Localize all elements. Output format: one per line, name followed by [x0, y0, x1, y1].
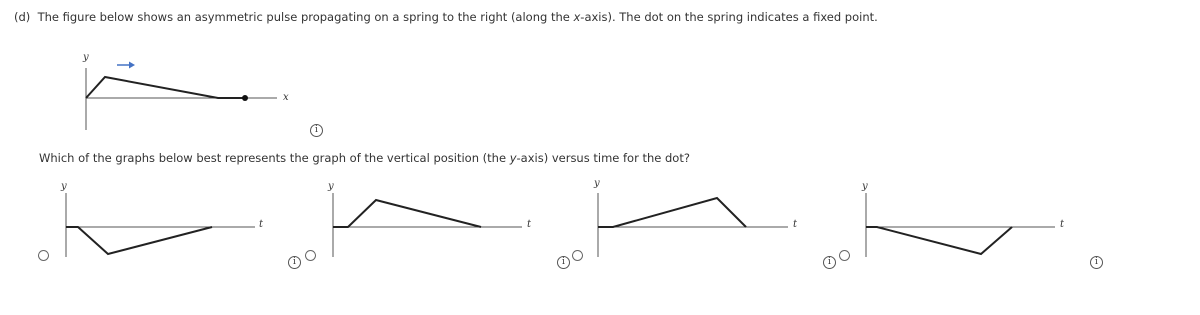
option-4-y-label: y	[862, 181, 868, 192]
option-1-y-label: y	[61, 181, 67, 192]
option-2-info-icon[interactable]: i	[557, 256, 570, 269]
part-label: (d)	[14, 10, 31, 24]
option-3-info-icon[interactable]: i	[823, 256, 836, 269]
option-3-t-label: t	[793, 219, 798, 230]
info-icon[interactable]: i	[310, 124, 323, 137]
option-3-y-label: y	[594, 178, 600, 189]
figure-y-label: y	[83, 52, 89, 63]
question-subprompt: Which of the graphs below best represents the graph of the vertical position (the y-axis) versus time for the dot?	[39, 151, 690, 165]
question-prompt: (d) The figure below shows an asymmetric pulse propagating on a spring to the right (along the x-axis). The dot on the spring indicates a fixed point.	[14, 10, 878, 24]
option-4-t-label: t	[1060, 219, 1065, 230]
option-2-t-label: t	[527, 219, 532, 230]
figure-x-label: x	[283, 92, 289, 103]
option-1-t-label: t	[259, 219, 264, 230]
option-2-y-label: y	[328, 181, 334, 192]
option-1-info-icon[interactable]: i	[288, 256, 301, 269]
option-4-info-icon[interactable]: i	[1090, 256, 1103, 269]
